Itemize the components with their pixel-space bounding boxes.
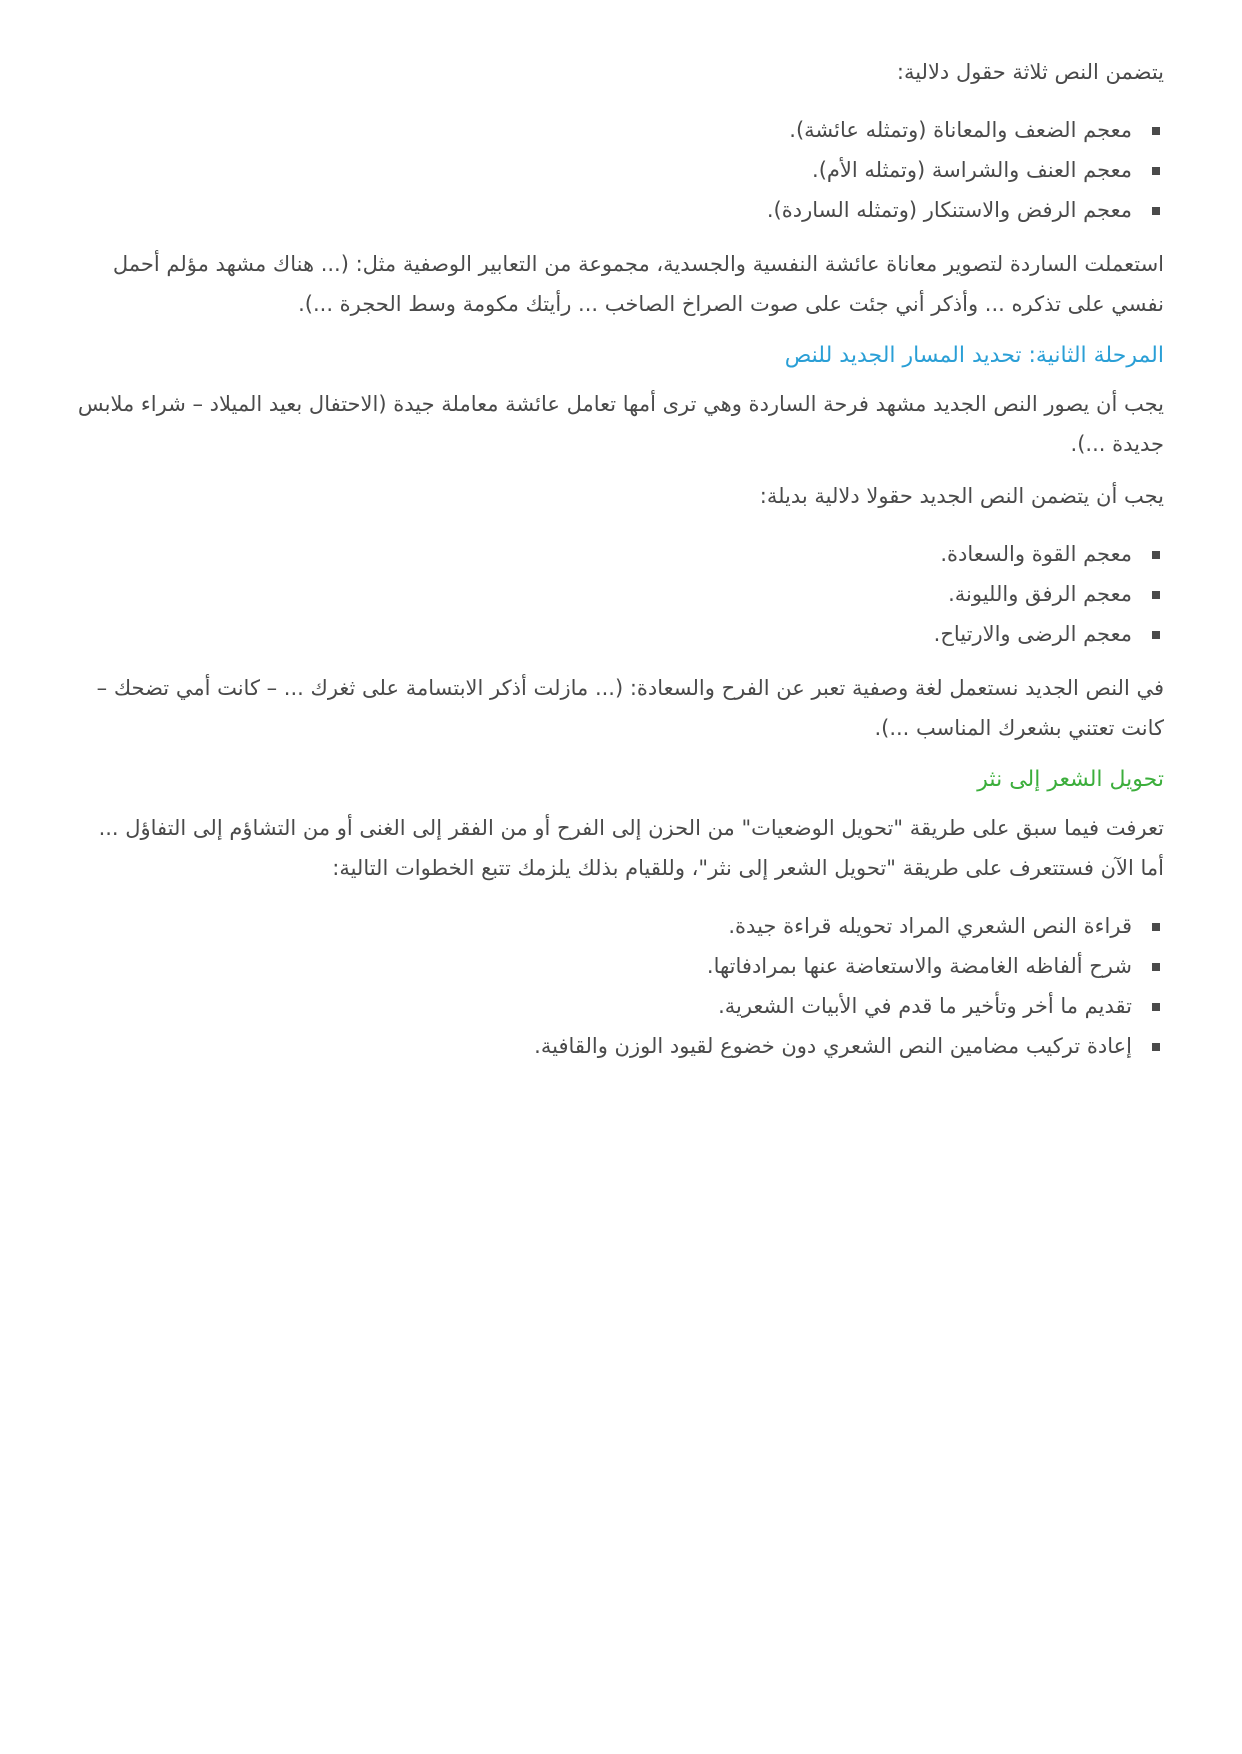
square-bullet-icon <box>1152 127 1160 135</box>
list-item-text: معجم الرضى والارتياح. <box>933 622 1132 646</box>
list-item <box>74 574 1164 614</box>
list-item-text: معجم الرفض والاستنكار (وتمثله الساردة). <box>766 198 1132 222</box>
list-item <box>74 190 1164 230</box>
document-page <box>74 52 1164 1080</box>
section1-bullet-list <box>74 110 1164 230</box>
section3-heading: تحويل الشعر إلى نثر <box>977 767 1164 792</box>
section1-paragraph: استعملت الساردة لتصوير معاناة عائشة النفسية والجسدية، مجموعة من التعابير الوصفية مثل: (... هناك مشهد مؤلم أحمل نفسي على تذكره ... وأذكر أني جئت على صوت الصراخ الصاخب ... رأيتك مكومة وسط الحجرة ...). <box>112 252 1164 316</box>
section3-paragraph: تعرفت فيما سبق على طريقة "تحويل الوضعيات" من الحزن إلى الفرح أو من الفقر إلى الغنى أو من التشاؤم إلى التفاؤل ... أما الآن فستتعرف على طريقة "تحويل الشعر إلى نثر"، وللقيام بذلك يلزمك تتبع الخطوات التالية: <box>98 816 1164 880</box>
square-bullet-icon <box>1152 1003 1160 1011</box>
list-item-text: إعادة تركيب مضامين النص الشعري دون خضوع لقيود الوزن والقافية. <box>534 1034 1132 1058</box>
list-item <box>74 614 1164 654</box>
section1-intro: يتضمن النص ثلاثة حقول دلالية: <box>896 60 1164 84</box>
list-item <box>74 946 1164 986</box>
section2-paragraph2: يجب أن يتضمن النص الجديد حقولا دلالية بديلة: <box>759 484 1164 508</box>
list-item-text: تقديم ما أخر وتأخير ما قدم في الأبيات الشعرية. <box>718 994 1132 1018</box>
square-bullet-icon <box>1152 167 1160 175</box>
list-item <box>74 986 1164 1026</box>
list-item-text: معجم العنف والشراسة (وتمثله الأم). <box>812 158 1132 182</box>
list-item <box>74 1026 1164 1066</box>
list-item <box>74 110 1164 150</box>
section3-bullet-list <box>74 906 1164 1066</box>
list-item <box>74 906 1164 946</box>
list-item-text: قراءة النص الشعري المراد تحويله قراءة جيدة. <box>728 914 1132 938</box>
list-item-text: شرح ألفاظه الغامضة والاستعاضة عنها بمرادفاتها. <box>706 954 1132 978</box>
square-bullet-icon <box>1152 963 1160 971</box>
square-bullet-icon <box>1152 631 1160 639</box>
square-bullet-icon <box>1152 207 1160 215</box>
square-bullet-icon <box>1152 591 1160 599</box>
square-bullet-icon <box>1152 923 1160 931</box>
list-item-text: معجم الرفق والليونة. <box>948 582 1132 606</box>
list-item <box>74 534 1164 574</box>
list-item <box>74 150 1164 190</box>
section2-paragraph1: يجب أن يصور النص الجديد مشهد فرحة الساردة وهي ترى أمها تعامل عائشة معاملة جيدة (الاحتفال بعيد الميلاد – شراء ملابس جديدة ...). <box>77 392 1164 456</box>
section2-bullet-list <box>74 534 1164 654</box>
section2-paragraph3: في النص الجديد نستعمل لغة وصفية تعبر عن الفرح والسعادة: (... مازلت أذكر الابتسامة على ثغرك ... – كانت أمي تضحك – كانت تعتني بشعرك المناسب ...). <box>96 676 1164 740</box>
section2-heading: المرحلة الثانية: تحديد المسار الجديد للنص <box>784 343 1164 368</box>
list-item-text: معجم الضعف والمعاناة (وتمثله عائشة). <box>789 118 1132 142</box>
square-bullet-icon <box>1152 551 1160 559</box>
list-item-text: معجم القوة والسعادة. <box>940 542 1132 566</box>
square-bullet-icon <box>1152 1043 1160 1051</box>
